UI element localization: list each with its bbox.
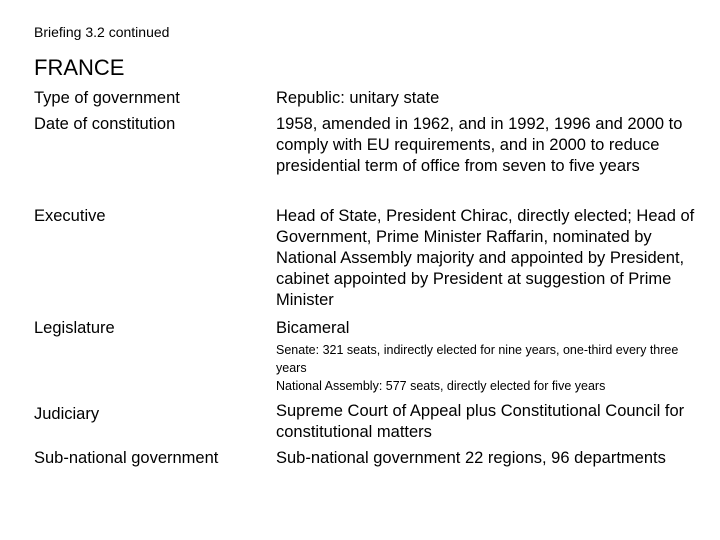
slide-caption: Briefing 3.2 continued (34, 24, 170, 40)
row-value-date-of-constitution: 1958, amended in 1962, and in 1992, 1996 and 2000 to comply with EU requirements, and in 2000 to reduce presidential term of office from seven to five years (276, 115, 683, 175)
row-value-judiciary: Supreme Court of Appeal plus Constitutional Council for constitutional matters (276, 402, 685, 441)
row-label-type-of-government: Type of government (34, 89, 180, 107)
country-title: FRANCE (34, 55, 125, 80)
row-label-legislature: Legislature (34, 319, 115, 337)
legislature-note-national-assembly: National Assembly: 577 seats, directly elected for five years (276, 379, 606, 393)
row-label-sub-national-government: Sub-national government (34, 449, 219, 467)
row-value-legislature: Bicameral (276, 319, 350, 337)
row-value-executive: Head of State, President Chirac, directly elected; Head of Government, Prime Minister Raffarin, nominated by National Assembly majority and appointed by President, cabinet appointed by President at suggestion of Prime Minister (276, 207, 695, 309)
legislature-note-senate: Senate: 321 seats, indirectly elected for nine years, one-third every three years (276, 343, 679, 375)
row-value-sub-national-government: Sub-national government 22 regions, 96 departments (276, 449, 666, 467)
row-label-date-of-constitution: Date of constitution (34, 115, 176, 133)
row-value-type-of-government: Republic: unitary state (276, 89, 440, 107)
row-label-judiciary: Judiciary (34, 405, 100, 423)
row-label-executive: Executive (34, 207, 106, 225)
